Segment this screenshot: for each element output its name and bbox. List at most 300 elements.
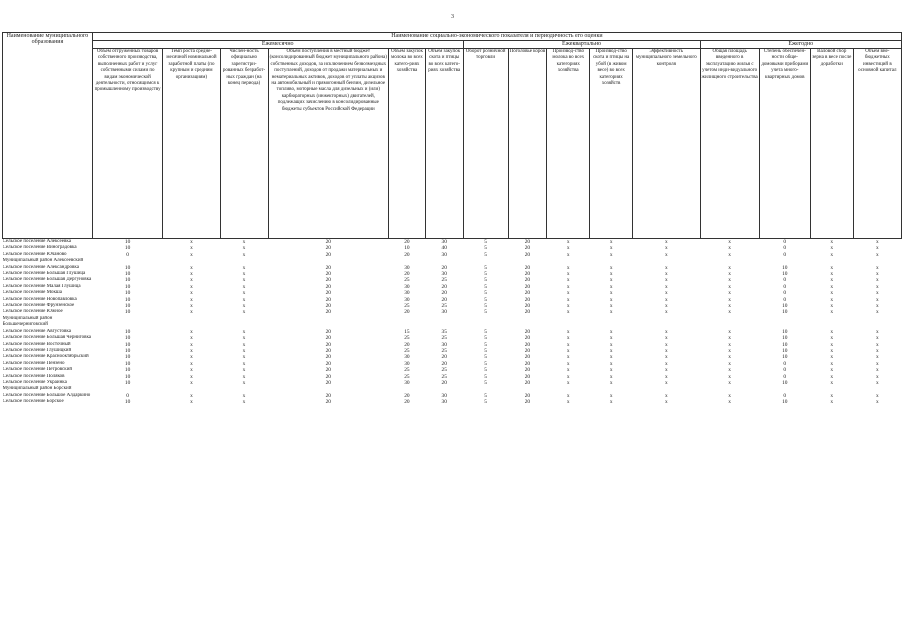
table-cell: x — [190, 341, 193, 348]
table-cell: x — [876, 245, 879, 252]
table-cell: 0 — [783, 239, 787, 245]
table-cell: x — [190, 335, 193, 342]
table-cell: x — [830, 290, 834, 297]
table-cell: 5 — [484, 264, 487, 271]
settlement-name: Сельское поселение Виноградовка — [2, 245, 77, 251]
table-cell — [853, 316, 901, 329]
table-cell: x — [566, 347, 570, 354]
table-cell: x — [609, 354, 613, 361]
table-cell: x — [728, 399, 731, 406]
table-row — [3, 239, 902, 246]
table-cell: 25 — [404, 373, 410, 380]
table-cell: x — [830, 309, 834, 316]
table-cell: x — [728, 392, 731, 399]
table-cell: x — [609, 328, 613, 335]
table-cell: x — [876, 309, 879, 316]
table-cell — [389, 316, 426, 329]
table-cell: 20 — [325, 283, 331, 290]
settlement-name: Сельское поселение Новопавловка — [2, 296, 77, 302]
table-cell: x — [876, 328, 879, 335]
table-cell: x — [190, 309, 193, 316]
table-cell: x — [664, 392, 668, 399]
table-cell: x — [728, 328, 731, 335]
table-cell: 0 — [126, 392, 129, 399]
column-header: Валовой сбор зерна в весе после доработки — [810, 49, 853, 239]
table-cell: 10 — [124, 309, 131, 316]
column-header: Числен-ность официально зарегистри-рованных безработ-ных граждан (на конец периода) — [220, 49, 268, 239]
table-cell: 0 — [783, 251, 787, 258]
table-cell: x — [876, 290, 879, 297]
table-cell: x — [190, 277, 193, 284]
table-cell: 0 — [783, 283, 787, 290]
table-cell: x — [190, 360, 193, 367]
table-cell: x — [728, 283, 731, 290]
table-cell: 10 — [782, 303, 788, 310]
table-cell: x — [190, 399, 193, 406]
table-cell: 20 — [325, 341, 331, 348]
table-cell: 10 — [782, 341, 788, 348]
table-cell: 10 — [124, 367, 131, 374]
table-cell: x — [566, 290, 570, 297]
table-cell: 25 — [404, 277, 410, 284]
table-cell: 20 — [325, 264, 331, 271]
column-header: Объем вне-бюджетных инвестиций в основной капитал — [853, 49, 901, 239]
table-cell: 20 — [441, 283, 447, 290]
table-cell: 10 — [124, 354, 131, 361]
table-cell: 20 — [325, 373, 331, 380]
table-cell: x — [190, 373, 193, 380]
table-cell: 10 — [782, 328, 788, 335]
table-cell: 20 — [524, 399, 531, 406]
table-cell: 20 — [325, 328, 331, 335]
table-cell: 40 — [441, 245, 447, 252]
table-cell: 20 — [325, 354, 331, 361]
table-cell: 20 — [325, 245, 331, 252]
column-header: Поголовье коров — [508, 49, 547, 239]
table-cell: 10 — [782, 271, 788, 278]
table-cell: x — [830, 251, 834, 258]
table-cell: x — [876, 373, 879, 380]
column-header: Объем закупок молока во всех катего-риях хозяйства — [389, 49, 426, 239]
table-cell: 0 — [783, 245, 787, 252]
settlement-name: Сельское поселение Пензено — [2, 360, 65, 366]
table-cell: 0 — [783, 290, 787, 297]
table-cell: 20 — [325, 296, 331, 303]
table-cell: 5 — [484, 239, 487, 245]
table-cell: x — [242, 347, 246, 354]
table-cell: 10 — [124, 264, 131, 271]
table-cell: 20 — [325, 392, 331, 399]
table-cell: 20 — [325, 290, 331, 297]
table-cell: 20 — [524, 245, 531, 252]
table-cell: x — [566, 360, 570, 367]
table-cell: x — [566, 271, 570, 278]
table-cell: x — [190, 367, 193, 374]
table-cell: 25 — [441, 303, 447, 310]
table-cell: x — [664, 290, 668, 297]
table-cell: x — [664, 245, 668, 252]
column-header: Объем поступления в местный бюджет (консолидированный бюджет муниципального района) собственных доходов, за исключением безвозмездных поступлений, доходов от продажи материальных и нематериальных активов, доходов от уплаты акцизов на автомобильный и прямогонный бензин, дизельное топливо, моторные масла для дизельных и (или) карбюраторных (инжекторных) двигателей, подлежащих зачислению в консолидированные бюджеты субъектов Российской Федерации — [268, 49, 389, 239]
period-quarterly: Ежеквартально — [463, 41, 700, 49]
table-cell: 20 — [524, 379, 531, 386]
table-cell: 30 — [441, 341, 447, 348]
table-cell: 10 — [124, 373, 131, 380]
table-cell: 0 — [783, 277, 787, 284]
table-cell: 10 — [124, 277, 131, 284]
column-header: Производ-ство молока во всех категориях хозяйства — [547, 49, 590, 239]
table-cell: x — [242, 328, 246, 335]
table-cell: x — [609, 360, 613, 367]
table-cell: 20 — [325, 271, 331, 278]
table-cell: x — [566, 239, 570, 245]
table-cell: 20 — [325, 360, 331, 367]
table-cell: 5 — [484, 341, 487, 348]
table-cell: 20 — [524, 341, 531, 348]
settlement-name: Сельское поселение Глушицкий — [2, 347, 72, 353]
table-cell: 20 — [404, 399, 410, 406]
table-cell: x — [830, 271, 834, 278]
settlement-name: Сельское поселение Восточный — [2, 341, 71, 347]
table-cell: x — [830, 341, 834, 348]
table-cell: x — [190, 271, 193, 278]
table-cell: x — [190, 354, 193, 361]
table-cell: x — [609, 271, 613, 278]
table-cell: x — [190, 296, 193, 303]
settlement-name: Сельское поселение Украинка — [2, 379, 67, 385]
table-cell: 25 — [441, 367, 447, 374]
page-number: 3 — [451, 14, 454, 20]
table-header — [3, 33, 902, 239]
table-cell: x — [566, 373, 570, 380]
table-cell: x — [190, 392, 193, 399]
table-cell: 5 — [484, 379, 487, 386]
table-cell: 30 — [404, 296, 410, 303]
table-cell: 20 — [524, 392, 531, 399]
table-cell: x — [728, 239, 731, 245]
table-cell: 10 — [782, 399, 788, 406]
table-cell: 25 — [441, 277, 447, 284]
table-cell: x — [876, 296, 879, 303]
table-cell: x — [664, 277, 668, 284]
table-cell: 5 — [484, 373, 487, 380]
column-header: Объем закупок скота и птицы во всех катего-риях хозяйства — [425, 49, 463, 239]
table-cell: x — [664, 283, 668, 290]
settlement-name: Сельское поселение Большая Глушица — [2, 271, 86, 277]
table-cell: x — [728, 354, 731, 361]
indicators-title: Наименование социально-экономического показателя и периодичность его оценки — [92, 33, 901, 41]
table-cell: x — [566, 277, 570, 284]
table-cell: x — [190, 290, 193, 297]
table-cell: x — [242, 367, 246, 374]
table-cell: 10 — [124, 328, 131, 335]
table-cell: x — [876, 399, 879, 406]
table-cell: x — [242, 277, 246, 284]
table-cell: x — [609, 399, 613, 406]
table-cell: x — [728, 360, 731, 367]
municipality-column-header: Наименование муниципального образования — [3, 33, 93, 239]
table-cell: x — [566, 354, 570, 361]
table-cell: x — [566, 367, 570, 374]
district-name: Муниципальный район Борский — [2, 386, 72, 392]
table-cell: 25 — [441, 335, 447, 342]
table-cell: 5 — [484, 399, 487, 406]
table-cell: x — [242, 392, 246, 399]
table-cell: x — [190, 264, 193, 271]
table-cell: 5 — [484, 245, 487, 252]
table-cell: 35 — [441, 328, 447, 335]
table-cell: x — [242, 341, 246, 348]
table-cell: x — [609, 347, 613, 354]
table-cell: x — [876, 392, 879, 399]
table-cell — [92, 316, 162, 329]
settlement-name: Сельское поселение Большое Алдаркино — [2, 392, 91, 398]
table-cell: x — [876, 277, 879, 284]
table-cell: x — [728, 290, 731, 297]
table-cell: 20 — [404, 251, 410, 258]
table-cell: x — [609, 392, 613, 399]
table-cell: 20 — [524, 347, 531, 354]
table-cell: x — [609, 251, 613, 258]
table-cell: 30 — [404, 379, 410, 386]
table-cell: x — [190, 379, 193, 386]
table-cell: 20 — [441, 379, 447, 386]
table-cell: 5 — [484, 392, 487, 399]
table-cell: x — [242, 379, 246, 386]
table-cell: x — [876, 341, 879, 348]
table-cell: x — [830, 245, 834, 252]
table-cell: x — [664, 303, 668, 310]
table-cell: 20 — [524, 309, 531, 316]
table-cell: 20 — [441, 264, 447, 271]
table-cell: 10 — [124, 347, 131, 354]
table-cell: x — [876, 251, 879, 258]
column-header: Общая площадь введенного в эксплуатацию жилья с учетом инди-видуального жилищного строительства — [700, 49, 759, 239]
table-cell: 10 — [782, 335, 788, 342]
column-header: Темп роста средне-месячной номинальной заработной платы (по крупным и средним организациям) — [163, 49, 220, 239]
table-cell: x — [830, 347, 834, 354]
column-header: Оборот розничной торговли — [463, 49, 508, 239]
settlement-name: Сельское поселение Фрунзенское — [2, 303, 75, 309]
table-cell: x — [190, 303, 193, 310]
table-cell: x — [242, 309, 246, 316]
table-cell: 20 — [325, 367, 331, 374]
table-cell: 5 — [484, 290, 487, 297]
table-cell: 5 — [484, 277, 487, 284]
table-cell: x — [664, 399, 668, 406]
table-cell: x — [242, 290, 246, 297]
table-cell: 20 — [325, 239, 331, 245]
table-cell: 5 — [484, 309, 487, 316]
table-cell: x — [664, 360, 668, 367]
settlement-name: Сельское поселение Краснооктябрьский — [2, 354, 89, 360]
table-cell: x — [830, 373, 834, 380]
table-cell: 20 — [441, 354, 447, 361]
table-cell: 10 — [124, 341, 131, 348]
table-cell: x — [566, 245, 570, 252]
table-cell: 5 — [484, 251, 487, 258]
table-cell: 0 — [126, 251, 129, 258]
table-cell: x — [242, 245, 246, 252]
table-body — [3, 239, 902, 406]
table-cell: x — [728, 303, 731, 310]
table-cell: 30 — [441, 399, 447, 406]
table-cell: x — [830, 264, 834, 271]
table-cell: x — [609, 290, 613, 297]
table-cell: 30 — [404, 354, 410, 361]
table-cell: 30 — [404, 290, 410, 297]
column-header: Эффективность муниципального земельного контроля — [633, 49, 700, 239]
settlement-name: Сельское поселение Поляков — [2, 373, 65, 379]
table-cell: x — [190, 245, 193, 252]
table-cell: x — [242, 303, 246, 310]
table-cell: x — [664, 354, 668, 361]
table-cell: x — [566, 309, 570, 316]
table-cell: x — [190, 239, 193, 245]
table-cell: x — [566, 379, 570, 386]
table-cell: 25 — [404, 367, 410, 374]
table-cell: x — [242, 399, 246, 406]
table-cell: x — [242, 360, 246, 367]
table-cell: 25 — [441, 347, 447, 354]
settlement-name: Сельское поселение Августовка — [2, 328, 71, 334]
table-cell: x — [609, 309, 613, 316]
table-cell: x — [609, 296, 613, 303]
table-cell: 20 — [404, 271, 410, 278]
table-cell: 10 — [782, 309, 788, 316]
settlement-name: Сельское поселение Борское — [2, 399, 64, 405]
table-cell: 10 — [124, 360, 131, 367]
table-cell: x — [876, 335, 879, 342]
table-cell: x — [664, 296, 668, 303]
table-cell: 5 — [484, 347, 487, 354]
table-cell: x — [609, 367, 613, 374]
table-cell: x — [609, 283, 613, 290]
table-cell: x — [664, 271, 668, 278]
table-cell: x — [242, 271, 246, 278]
table-cell: 20 — [524, 303, 531, 310]
table-cell: x — [664, 335, 668, 342]
column-header: Степень обеспечен-ности обще-домовыми приборами учета много-квартирных домов — [759, 49, 810, 239]
table-cell: 10 — [782, 264, 788, 271]
table-cell: 10 — [782, 347, 788, 354]
table-cell — [268, 316, 389, 329]
table-cell: 20 — [524, 354, 531, 361]
settlement-name: Сельское поселение Алексеевка — [2, 239, 71, 244]
table-cell: x — [664, 239, 668, 245]
table-cell — [425, 316, 463, 329]
table-cell: 30 — [441, 271, 447, 278]
table-cell: 5 — [484, 271, 487, 278]
table-cell: x — [609, 335, 613, 342]
table-cell: 30 — [441, 309, 447, 316]
table-cell: x — [190, 251, 193, 258]
settlement-name: Сельское поселение Ючаново — [2, 251, 67, 257]
table-cell: x — [876, 283, 879, 290]
table-cell: x — [876, 271, 879, 278]
table-cell: x — [609, 373, 613, 380]
table-cell: 25 — [404, 303, 410, 310]
table-cell: 20 — [524, 264, 531, 271]
table-cell: 5 — [484, 303, 487, 310]
table-cell: x — [830, 367, 834, 374]
table-cell: 5 — [484, 354, 487, 361]
table-cell — [810, 316, 853, 329]
table-cell: x — [664, 373, 668, 380]
table-cell — [463, 316, 508, 329]
table-cell: x — [566, 335, 570, 342]
table-cell: 10 — [124, 245, 131, 252]
table-cell: x — [664, 328, 668, 335]
column-header: Производ-ство скота и птицы на убой (в живом весе) во всех категориях хозяйств — [590, 49, 633, 239]
table-cell: x — [830, 392, 834, 399]
table-cell: x — [728, 341, 731, 348]
table-cell: x — [664, 309, 668, 316]
table-cell: x — [830, 277, 834, 284]
table-cell: 20 — [404, 239, 410, 245]
table-cell: x — [830, 335, 834, 342]
table-cell: 20 — [325, 309, 331, 316]
table-cell: x — [728, 309, 731, 316]
table-cell: x — [566, 264, 570, 271]
table-cell: 10 — [124, 290, 131, 297]
table-cell: x — [830, 239, 834, 245]
period-yearly: Ежегодно — [700, 41, 901, 49]
table-cell: 20 — [524, 277, 531, 284]
table-cell: 20 — [325, 335, 331, 342]
table-cell: x — [876, 239, 879, 245]
table-cell: x — [664, 341, 668, 348]
table-cell: 10 — [782, 354, 788, 361]
settlement-name: Сельское поселение Петровский — [2, 367, 73, 373]
table-cell: 20 — [524, 373, 531, 380]
table-cell: x — [728, 264, 731, 271]
district-name: Муниципальный район Алексеевский — [2, 258, 84, 264]
table-cell: x — [566, 328, 570, 335]
settlement-name: Сельское поселение Южное — [2, 309, 63, 315]
table-cell — [700, 316, 759, 329]
table-cell: x — [664, 264, 668, 271]
table-cell: x — [242, 264, 246, 271]
table-cell: 20 — [524, 271, 531, 278]
table-cell — [633, 316, 700, 329]
table-cell: x — [830, 328, 834, 335]
table-cell: 10 — [782, 379, 788, 386]
table-cell: 10 — [124, 283, 131, 290]
table-cell: 0 — [783, 392, 787, 399]
table-cell: x — [728, 335, 731, 342]
table-cell: x — [876, 264, 879, 271]
table-cell: x — [566, 303, 570, 310]
table-cell: x — [830, 303, 834, 310]
table-cell: 10 — [124, 399, 131, 406]
table-cell: 25 — [404, 347, 410, 354]
table-cell: x — [830, 399, 834, 406]
table-cell: 20 — [404, 341, 410, 348]
table-cell: x — [190, 347, 193, 354]
table-cell: 25 — [404, 335, 410, 342]
table-cell: x — [566, 251, 570, 258]
table-cell: x — [609, 245, 613, 252]
table-cell: 30 — [404, 283, 410, 290]
table-cell: 20 — [441, 360, 447, 367]
table-cell: 15 — [404, 328, 410, 335]
table-cell: 20 — [524, 360, 531, 367]
settlement-name: Сельское поселение Александровка — [2, 264, 79, 270]
table-cell: x — [566, 283, 570, 290]
table-cell: x — [242, 251, 246, 258]
table-cell: 30 — [404, 264, 410, 271]
indicator-table — [2, 32, 902, 406]
